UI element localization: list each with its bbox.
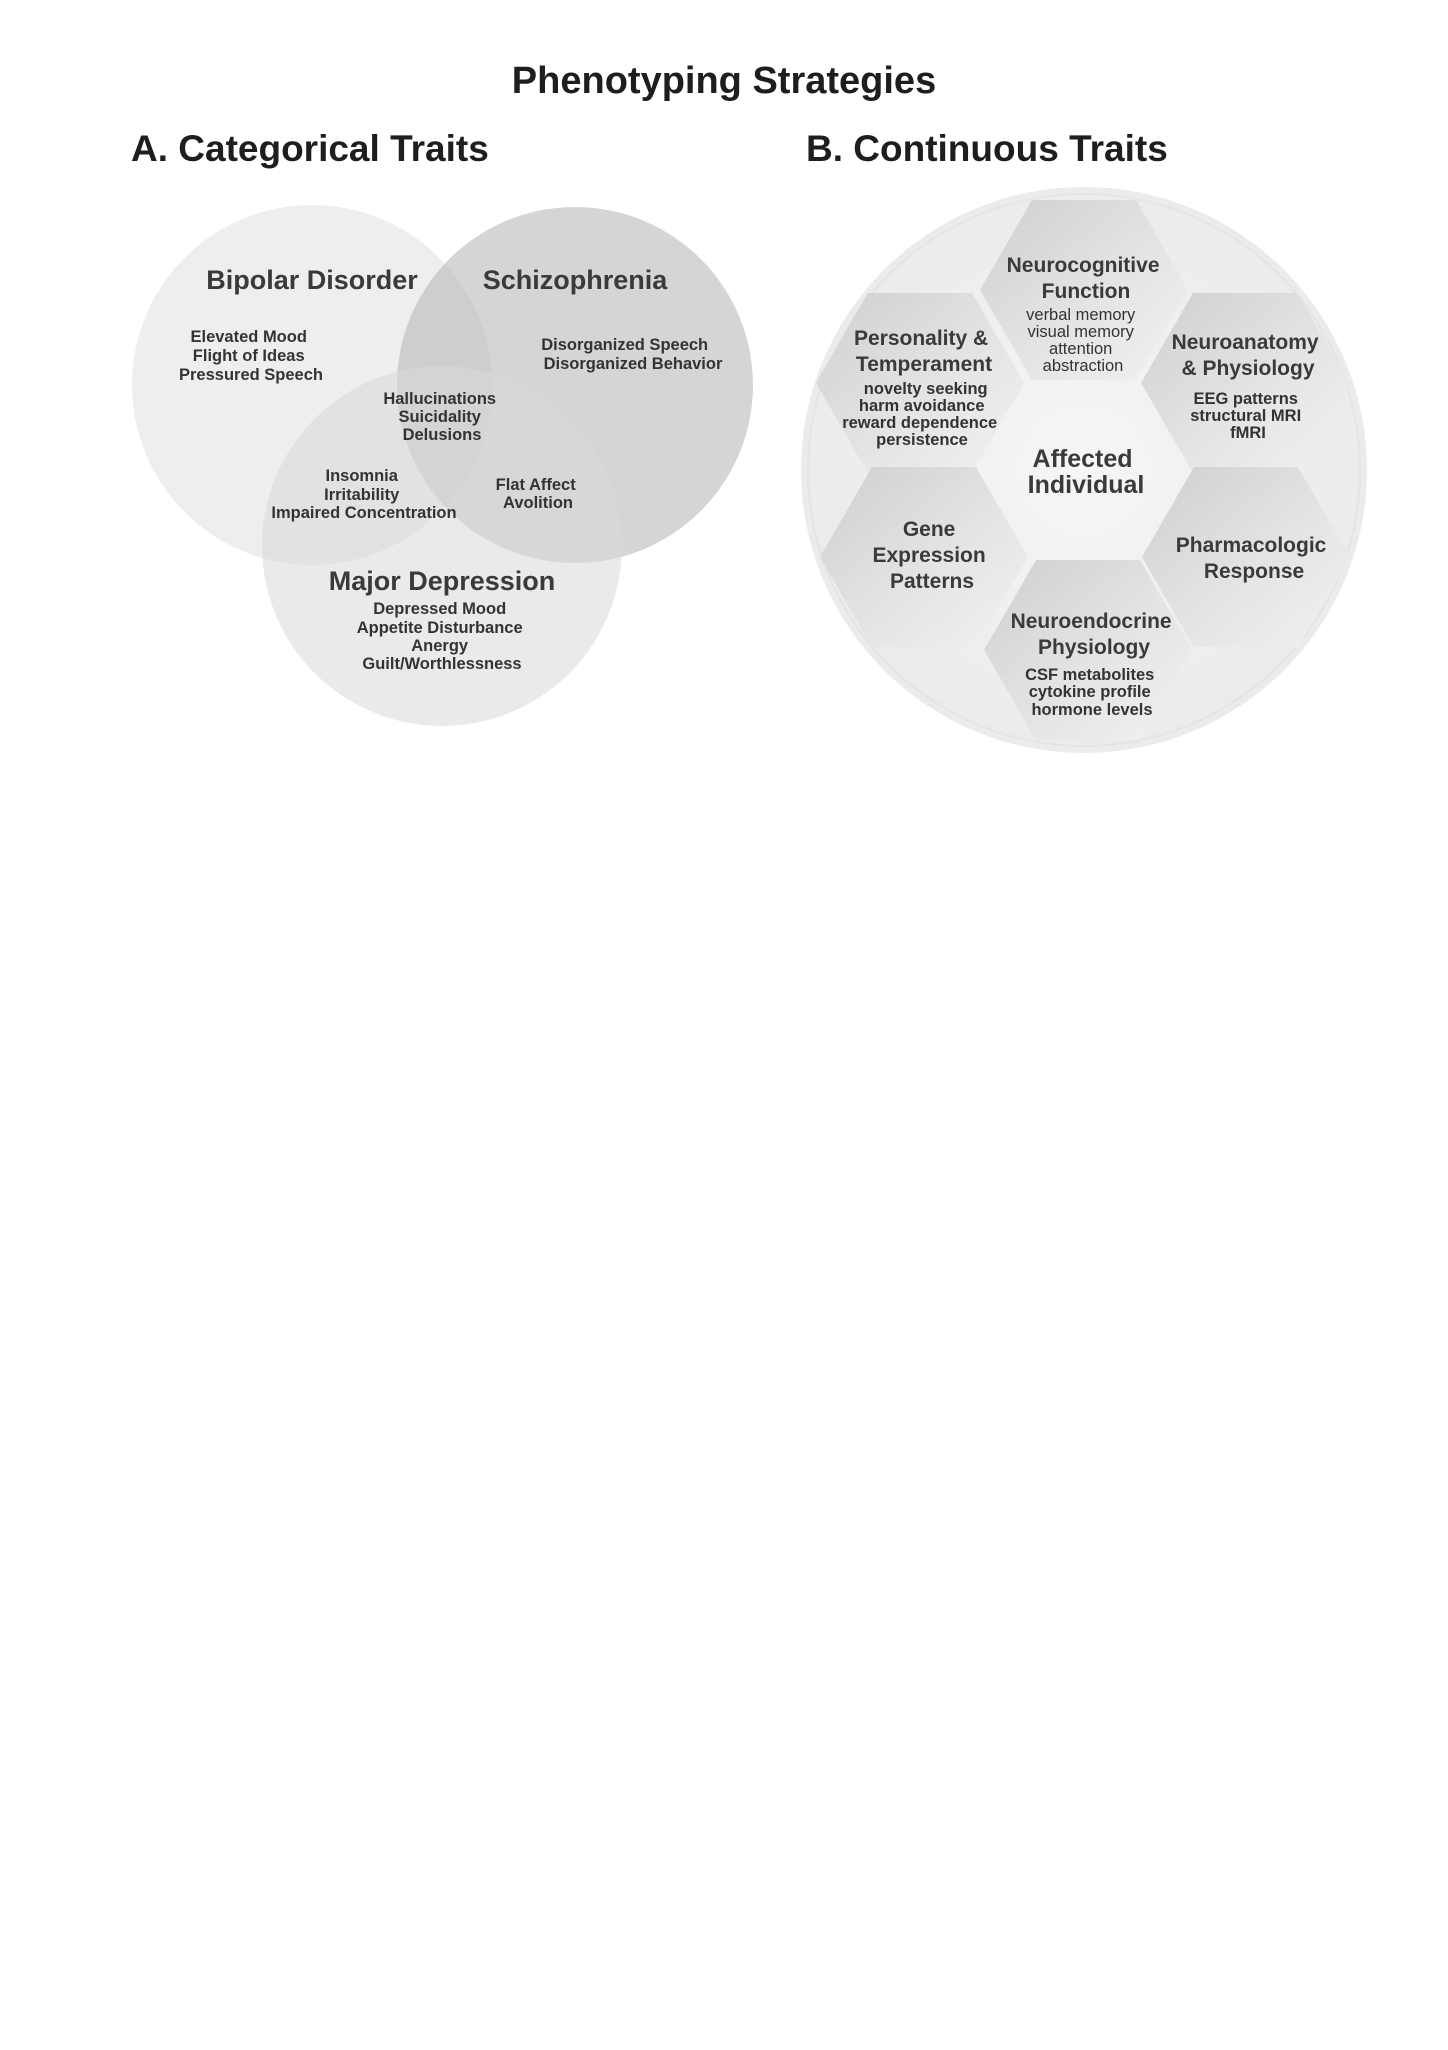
trait-item: novelty seeking bbox=[863, 380, 988, 398]
depression-label: Major Depression bbox=[328, 566, 556, 596]
neurocognitive-items bbox=[1026, 306, 1140, 375]
schizophrenia-symptoms bbox=[541, 336, 723, 373]
center-label-line: Affected bbox=[1032, 445, 1133, 473]
symptom: Disorganized Speech bbox=[541, 336, 709, 354]
symptom: Impaired Concentration bbox=[271, 504, 457, 522]
hexagon-title-line: & Physiology bbox=[1181, 357, 1315, 380]
trait-item: cytokine profile bbox=[1028, 683, 1151, 701]
hexagon-diagram bbox=[801, 187, 1367, 753]
symptom: Irritability bbox=[324, 486, 400, 504]
hexagon-title-line: Patterns bbox=[889, 570, 975, 593]
trait-item: hormone levels bbox=[1031, 701, 1153, 719]
symptom: Delusions bbox=[402, 426, 482, 444]
symptom: Depressed Mood bbox=[373, 600, 507, 618]
venn-diagram bbox=[132, 205, 753, 726]
symptom: Insomnia bbox=[325, 467, 398, 485]
schizophrenia-label: Schizophrenia bbox=[482, 265, 668, 295]
trait-item: harm avoidance bbox=[858, 397, 985, 415]
hexagon-title-line: Response bbox=[1203, 560, 1305, 583]
symptom: Avolition bbox=[503, 494, 573, 512]
hexagon-title-line: Personality & bbox=[853, 327, 989, 350]
trait-item: abstraction bbox=[1042, 357, 1124, 375]
center-label-line: Individual bbox=[1027, 471, 1145, 499]
symptom: Elevated Mood bbox=[190, 328, 307, 346]
trait-item: verbal memory bbox=[1026, 306, 1136, 324]
trait-item: EEG patterns bbox=[1193, 390, 1298, 408]
hexagon-title-line: Neuroanatomy bbox=[1171, 331, 1319, 354]
page-title: Phenotyping Strategies bbox=[511, 60, 937, 102]
center-label bbox=[1028, 445, 1145, 499]
trait-item: structural MRI bbox=[1190, 407, 1302, 425]
trait-item: attention bbox=[1049, 340, 1113, 358]
panel-a-title: A. Categorical Traits bbox=[131, 128, 489, 169]
hexagon-title-line: Temperament bbox=[855, 353, 993, 376]
symptom: Appetite Disturbance bbox=[356, 619, 523, 637]
symptom: Anergy bbox=[411, 637, 469, 655]
hexagon-title-line: Neurocognitive bbox=[1006, 254, 1160, 277]
panel-b-title: B. Continuous Traits bbox=[806, 128, 1168, 169]
hexagon-title-line: Pharmacologic bbox=[1175, 534, 1327, 557]
trait-item: persistence bbox=[876, 431, 968, 449]
hexagon-title-line: Expression bbox=[872, 544, 986, 567]
hexagon-title-line: Function bbox=[1041, 280, 1131, 303]
symptom: Pressured Speech bbox=[179, 366, 323, 384]
bipolar-symptoms bbox=[179, 328, 323, 384]
depression-symptoms bbox=[357, 600, 528, 673]
trait-item: reward dependence bbox=[842, 414, 998, 432]
symptom: Flight of Ideas bbox=[192, 347, 305, 365]
symptom: Suicidality bbox=[398, 408, 481, 426]
symptom: Flat Affect bbox=[495, 476, 576, 494]
symptom: Guilt/Worthlessness bbox=[362, 655, 522, 673]
bipolar-label: Bipolar Disorder bbox=[206, 265, 418, 295]
symptom: Hallucinations bbox=[383, 390, 497, 408]
schizophrenia-depression-symptoms bbox=[496, 476, 581, 512]
hexagon-title-line: Gene bbox=[902, 518, 956, 541]
trait-item: visual memory bbox=[1027, 323, 1134, 341]
neuroendocrine-items bbox=[1025, 666, 1159, 719]
hexagon-title-line: Neuroendocrine bbox=[1010, 610, 1172, 633]
trait-item: fMRI bbox=[1230, 424, 1266, 442]
hexagon-title-line: Physiology bbox=[1037, 636, 1151, 659]
trait-item: CSF metabolites bbox=[1025, 666, 1155, 684]
symptom: Disorganized Behavior bbox=[543, 355, 723, 373]
